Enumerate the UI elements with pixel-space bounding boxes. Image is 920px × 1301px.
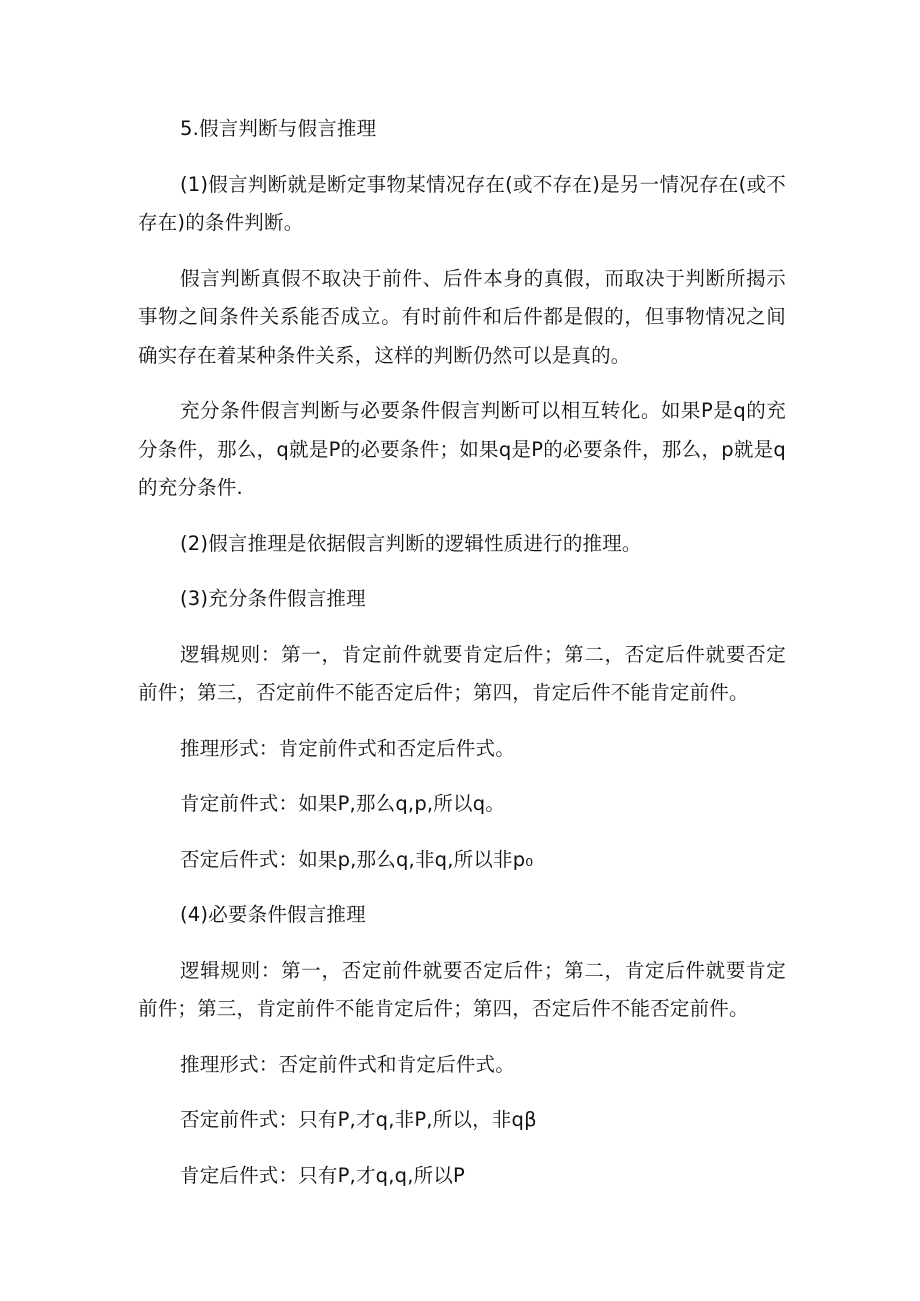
paragraph-definition: (1)假言判断就是断定事物某情况存在(或不存在)是另一情况存在(或不存在)的条件判断。 <box>138 172 786 234</box>
paragraph-necessary-forms: 推理形式：否定前件式和肯定后件式。 <box>180 1052 515 1076</box>
paragraph-sufficient-rules: 逻辑规则：第一，肯定前件就要肯定后件；第二，否定后件就要否定前件；第三，否定前件不能否定后件；第四，肯定后件不能肯定前件。 <box>138 642 786 704</box>
paragraph-modus-ponens: 肯定前件式：如果P,那么q,p,所以q。 <box>180 792 505 815</box>
document-body <box>138 110 786 1212</box>
paragraph-modus-tollens: 否定后件式：如果p,那么q,非q,所以非p₀ <box>180 847 534 871</box>
subheading-necessary-condition: (4)必要条件假言推理 <box>180 903 366 926</box>
paragraph-truth-value: 假言判断真假不取决于前件、后件本身的真假，而取决于判断所揭示事物之间条件关系能否成立。有时前件和后件都是假的，但事物情况之间确实存在着某种条件关系，这样的判断仍然可以是真的。 <box>138 266 786 367</box>
paragraph-conversion: 充分条件假言判断与必要条件假言判断可以相互转化。如果P是q的充分条件，那么，q就是P的必要条件；如果q是P的必要条件，那么，p就是q的充分条件. <box>138 399 786 499</box>
paragraph-affirming-consequent-form: 肯定后件式：只有P,才q,q,所以P <box>180 1163 465 1187</box>
section-heading: 5.假言判断与假言推理 <box>180 117 377 140</box>
paragraph-sufficient-forms: 推理形式：肯定前件式和否定后件式。 <box>180 736 515 760</box>
paragraph-inference-definition: (2)假言推理是依据假言判断的逻辑性质进行的推理。 <box>180 531 642 555</box>
subheading-sufficient-condition: (3)充分条件假言推理 <box>180 587 366 610</box>
paragraph-necessary-rules: 逻辑规则：第一，否定前件就要否定后件；第二，肯定后件就要肯定前件；第三，肯定前件不能肯定后件；第四，否定后件不能否定前件。 <box>138 958 786 1020</box>
paragraph-denying-antecedent-form: 否定前件式：只有P,才q,非P,所以，非qβ <box>180 1108 537 1131</box>
